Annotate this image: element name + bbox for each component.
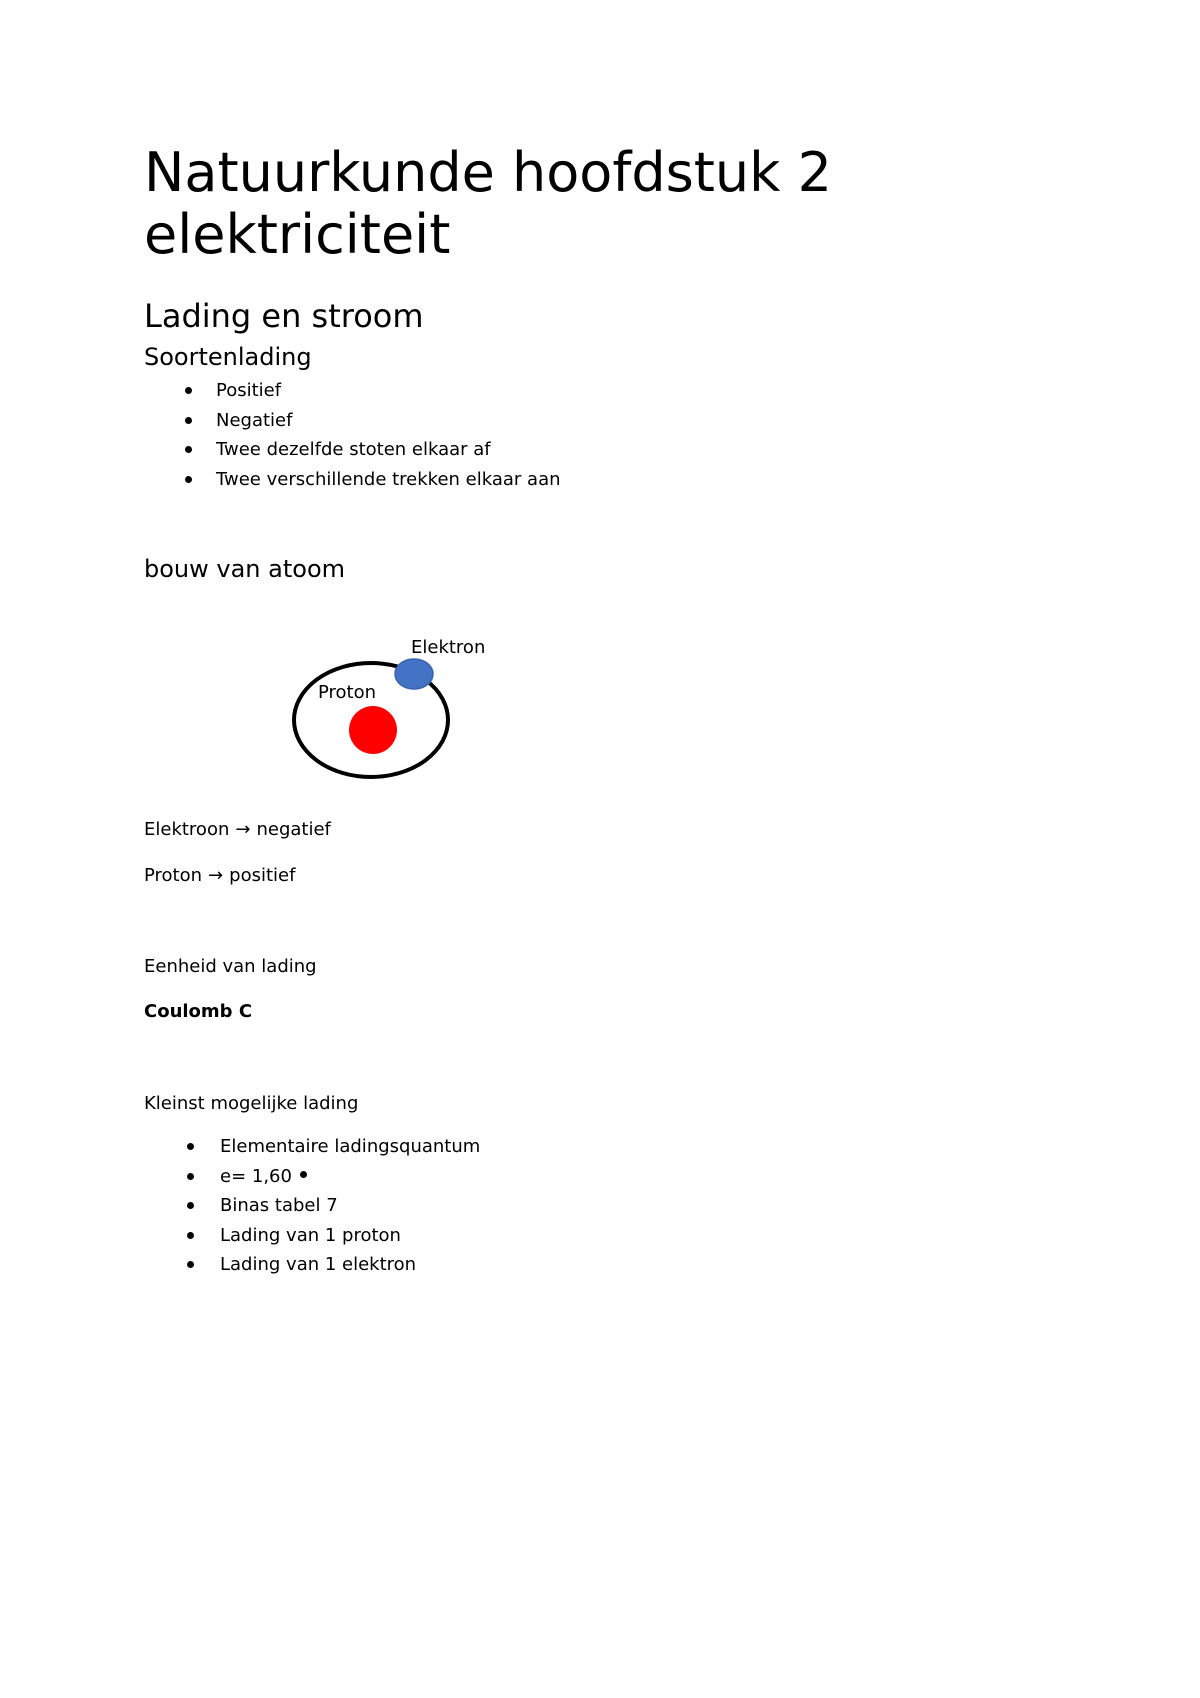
list-item xyxy=(220,1135,480,1165)
proton-term: Proton xyxy=(144,865,203,886)
soorten-list xyxy=(216,379,561,497)
list-item xyxy=(216,409,561,439)
elektroon-line xyxy=(144,818,331,842)
proton-value: positief xyxy=(229,865,296,886)
bullet-icon xyxy=(185,446,192,453)
bullet-icon xyxy=(187,1173,194,1180)
bullet-icon xyxy=(187,1261,194,1268)
subsection-heading-soortenlading: Soortenlading xyxy=(144,343,312,371)
list-item-text: Binas tabel 7 xyxy=(220,1195,338,1216)
subsection-heading-bouw-van-atoom: bouw van atoom xyxy=(144,555,345,583)
proton-circle xyxy=(349,706,397,754)
bullet-icon xyxy=(185,387,192,394)
list-item xyxy=(220,1165,480,1195)
bullet-icon xyxy=(187,1202,194,1209)
proton-line xyxy=(144,864,295,888)
list-item-text: Twee dezelfde stoten elkaar af xyxy=(216,439,491,460)
list-item-text: Lading van 1 proton xyxy=(220,1224,401,1246)
elektroon-value: negatief xyxy=(256,819,331,840)
arrow-right-icon: → xyxy=(208,865,224,886)
inline-bullet-icon xyxy=(300,1171,307,1178)
list-item xyxy=(216,438,561,468)
list-item xyxy=(220,1194,480,1224)
list-item-text: Elementaire ladingsquantum xyxy=(220,1136,481,1157)
electron-label: Elektron xyxy=(411,637,486,658)
list-item xyxy=(220,1253,480,1283)
list-item-text: Positief xyxy=(216,380,282,401)
list-item xyxy=(216,468,561,498)
list-item-text: Lading van 1 elektron xyxy=(220,1254,417,1275)
bullet-icon xyxy=(187,1232,194,1239)
list-item-text: Twee verschillende trekken elkaar aan xyxy=(216,468,561,490)
atom-diagram xyxy=(288,634,498,788)
title-line-2: elektriciteit xyxy=(144,203,451,266)
bullet-icon xyxy=(185,476,192,483)
section-heading: Lading en stroom xyxy=(144,297,424,335)
arrow-right-icon: → xyxy=(235,819,251,840)
electron-circle xyxy=(395,659,433,689)
list-item xyxy=(216,379,561,409)
title-line-1: Natuurkunde hoofdstuk 2 xyxy=(144,141,832,204)
bullet-icon xyxy=(187,1143,194,1150)
list-item-text: Negatief xyxy=(216,409,293,431)
list-item xyxy=(220,1224,480,1254)
proton-label: Proton xyxy=(318,682,377,703)
eenheid-value: Coulomb C xyxy=(144,1001,253,1022)
document-title xyxy=(144,142,832,266)
eenheid-label: Eenheid van lading xyxy=(144,956,317,977)
kleinst-label: Kleinst mogelijke lading xyxy=(144,1093,359,1114)
list-item-text: e= 1,60 xyxy=(220,1165,292,1187)
kleinst-list xyxy=(220,1135,480,1283)
elektroon-term: Elektroon xyxy=(144,819,230,840)
bullet-icon xyxy=(185,417,192,424)
